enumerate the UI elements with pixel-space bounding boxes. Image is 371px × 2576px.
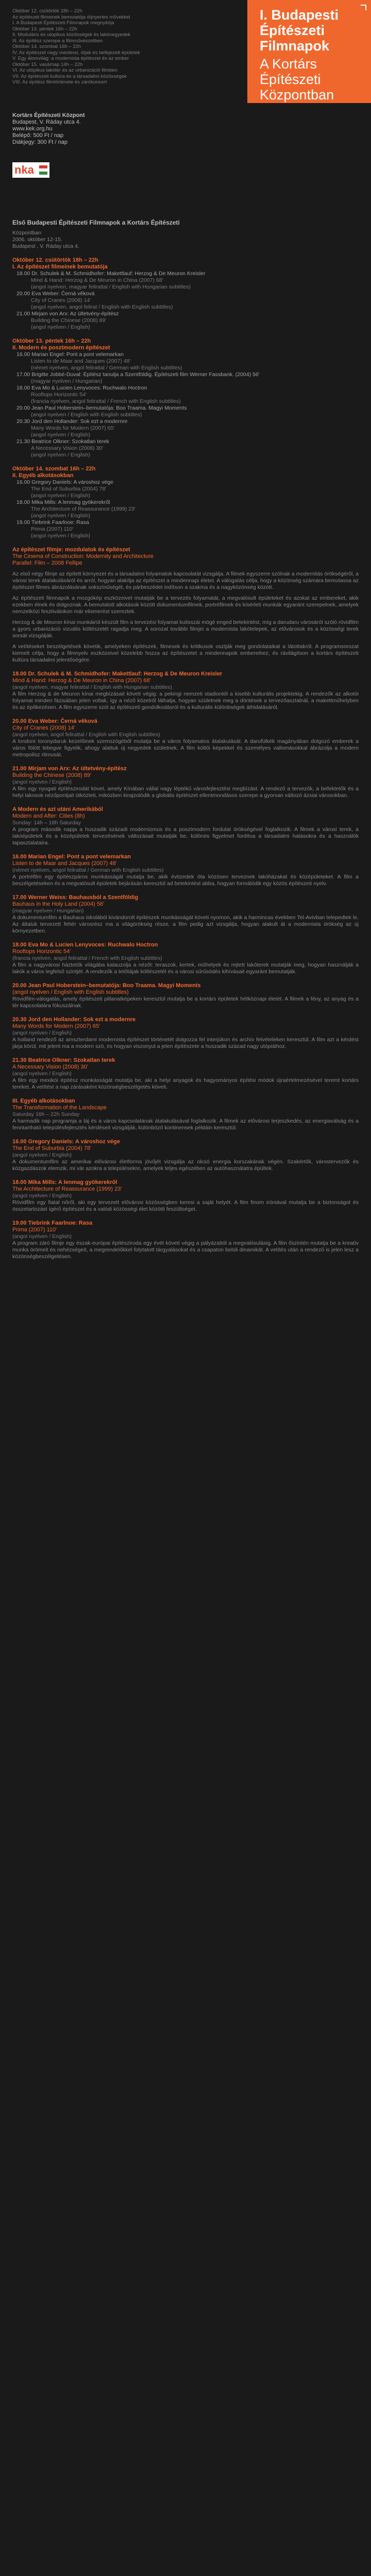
item-info: Building the Chinese (2008) 89' <box>31 317 107 324</box>
film-title: 18.00 Eva Mo & Lucien Lenyvoces: Ruchwalo Hoctron <box>12 942 158 948</box>
item-time: 20.00 <box>16 291 30 297</box>
film-entry <box>12 942 359 975</box>
film-description: A harmadik nap programja a táj és a város kapcsolatának átalakulásával foglalkozik. A filmek az elővárosi terjeszkedés, az energiaválság és a fenntartható településfejlesztés kérdéseit vizsgálják, különböző kontinensek példáin keresztül. <box>12 1118 359 1131</box>
film-description: Rövidfilm-válogatás, amely építészeti pillanatképeken keresztül mutatja be a kortárs épületek hétköznapi életét. A filmek a fény, az anyag és a tér kapcsolatára fókuszálnak. <box>12 996 359 1009</box>
overview-line: Október 15. vasárnap 14h – 22h <box>12 61 83 67</box>
title-panel <box>247 0 371 103</box>
film-subtitle: The Transformation of the Landscape <box>12 1105 107 1111</box>
film-entry <box>12 982 359 1009</box>
item-lang: (magyar nyelven / Hungarian) <box>31 378 103 384</box>
about-paragraph: Az első négy filmje az épített környezet és a társadalmi folyamatok kapcsolatát vizsgálja. A filmek egyszerre szólnak a modernitás örökségéről, a városi terek átalakulásáról és arról, hogyan alakítja az építészet a mindennapi életet. A válogatás célja, hogy a közönség számára bemutassa az építészet filmes ábrázolásának sokszínűségét, és párbeszédet indítson a szakma és a nagyközönség között. <box>12 571 359 590</box>
item-title: Brigitte Jobbé-Duval: Építész tanulja a Szentföldig. Építészeti film Werner Fassbank. (2004) 56' <box>31 371 260 378</box>
item-lang: (angol nyelven / English) <box>31 533 90 539</box>
schedule-item <box>16 418 359 438</box>
film-title: 20.30 Jord den Hollander: Sok ezt a modernre <box>12 1016 136 1023</box>
venue-line: Budapest, V. Ráday utca 4. <box>12 119 81 125</box>
film-title: A Modern és azt utáni Amerikából <box>12 806 103 812</box>
film-description: A londoni toronydaruk kezelőinek szemszögéből mutatja be a város folyamatos átalakulását. A darufülkék magányában dolgozó emberek a város fölött lebegve figyelik, ahogy alattuk új negyedek születnek. A film költői képekkel és személyes vallomásokkal ábrázolja a modern metropolisz ritmusát. <box>12 738 359 758</box>
schedule-item-title <box>16 291 359 297</box>
item-info: A Necessary Vision (2008) 30' <box>31 445 104 451</box>
film-title: 18.00 Mika Mills: A lenmag gyökerekről <box>12 1179 117 1185</box>
film-language: (német nyelven, angol felirattal / German with English subtitles) <box>12 867 164 873</box>
about-sub: The Cinema of Construction: Modernity and Architecture <box>12 553 154 560</box>
film-title: 19.00 Tiebrink Faarlnoe: Rasa <box>12 1220 93 1226</box>
film-language: (angol nyelven, angol felirattal / English with English subtitles) <box>12 732 160 738</box>
day-block <box>12 466 359 539</box>
schedule-item <box>16 499 359 519</box>
film-entry <box>12 806 359 846</box>
schedule-item-title <box>16 371 359 378</box>
film-language: (angol nyelven / English) <box>12 1193 72 1199</box>
schedule-item-title <box>16 438 359 445</box>
item-info: Mind & Hand: Herzog & De Meuron in China (2007) 68' <box>31 277 163 283</box>
item-time: 20.30 <box>16 418 30 425</box>
logo-text: nka <box>14 163 34 176</box>
day-block <box>12 257 359 331</box>
item-info: (angol nyelven / English with English subtitles) <box>31 412 142 418</box>
item-title: Mika Mills: A lenmag gyökerekről <box>31 499 110 505</box>
schedule-item <box>16 311 359 331</box>
film-entry <box>12 854 359 887</box>
subtitle-line: Központban <box>260 87 334 103</box>
schedule-item <box>16 371 359 385</box>
day-theme: II. Modern és posztmodern építészet <box>12 345 110 351</box>
venue-line: Diákjegy: 300 Ft / nap <box>12 139 68 145</box>
film-language: Sunday: 14h – 18h Saturday <box>12 820 81 826</box>
schedule-item <box>16 519 359 539</box>
item-time: 21.00 <box>16 311 30 317</box>
venue-line: Belépő: 500 Ft / nap <box>12 132 64 139</box>
film-title: III. Egyéb alkotásokban <box>12 1098 75 1104</box>
schedule-item <box>16 385 359 405</box>
about-paragraphs <box>12 571 359 664</box>
film-subtitle: City of Cranes (2008) 14' <box>12 725 75 731</box>
overview-line: V. Egy álomvilág: a modernista építészet és az ember <box>12 56 129 61</box>
film-entry <box>12 671 359 711</box>
film-entry <box>12 1139 359 1172</box>
schedule-item <box>16 270 359 291</box>
item-time: 18.00 <box>16 385 30 391</box>
day-theme: II. Egyéb alkotásokban <box>12 472 74 479</box>
film-entry <box>12 1057 359 1091</box>
film-language: (angol nyelven / English) <box>12 1030 72 1036</box>
film-entry <box>12 1016 359 1050</box>
film-language: Saturday 16h – 22h Sunday <box>12 1111 80 1117</box>
about-paragraph: A vetítéseket beszélgetések követik, amelyeken építészek, filmesek és kritikusok osztják meg gondolataikat a látottakról. A programsorozat kiemelt célja, hogy a filmnyelv eszközeivel közelebb hozza az építészetet a mindennapok embereihez, és rávilágítson a kortárs építészeti kultúra társadalmi jelentőségére. <box>12 643 359 663</box>
overview-line: IV. Az építészet nagy mesterei, díjak és befejezett épületek <box>12 49 140 56</box>
about-title: Az építészet filmje: mozdulatok és építészet <box>12 547 130 553</box>
item-title: Mirjam von Arx: Az ültetvény-építész <box>31 311 119 317</box>
item-info: Listen to de Maar and Jacques (2007) 48' <box>31 358 131 364</box>
item-lang: (angol nyelven / English) <box>31 452 90 458</box>
film-description: A portréfilm egy építészpáros munkásságát mutatja be, akik évtizedek óta közösen terveznek lakóházakat és középületeket. A film a beszélgetéseken és a megvalósult épületek bejárásán keresztül ad betekintést abba, hogyan formálódik egy közös építészeti nyelv. <box>12 874 359 887</box>
overview-line: Október 14. szombat 16h – 22h <box>12 44 81 49</box>
film-description: A film egy mexikói építész munkásságát mutatja be, aki a helyi anyagok és hagyományos építési módok újraértelmezésével teremt kortárs tereket. A vetítést a nap zárásaként közönségbeszélgetés követi. <box>12 1077 359 1090</box>
intro-line: 2006. október 12-15. <box>12 236 62 243</box>
film-description: A dokumentumfilm az amerikai elővárosi életforma jövőjét vizsgálja az olcsó energia korszakának végén. Szakértők, várostervezők és közgazdászok elemzik, mi vár azokra a településekre, amelyek teljes egészében az autóhasználatra épültek. <box>12 1159 359 1172</box>
film-entry <box>12 718 359 758</box>
film-subtitle: Building the Chinese (2008) 89' <box>12 772 92 778</box>
film-entry <box>12 1179 359 1213</box>
item-time: 18.00 <box>16 270 30 277</box>
film-subtitle: The Architecture of Reassurance (1999) 23' <box>12 1186 122 1192</box>
about <box>12 547 359 664</box>
overview-line: VIII. Az építész filmtörténete és zárókoncert <box>12 79 107 85</box>
intro-title: Első Budapesti Építészeti Filmnapok a Kortárs Építészeti <box>12 219 180 226</box>
content <box>12 219 359 1267</box>
schedule-item-title <box>16 311 359 317</box>
film-title: 18.00 Dr. Schulek & M. Schmidhofer: Makettlauf: Herzog & De Meuron Kreisler <box>12 671 223 677</box>
overview-line: Október 13. péntek 16h – 22h <box>12 26 77 32</box>
intro-line: Budapest , V. Ráday utca 4. <box>12 243 79 249</box>
schedule-item-title <box>16 405 359 412</box>
film-title: 21.00 Mirjam von Arx: Az ültetvény-építész <box>12 766 127 772</box>
day-date: Október 13. péntek 16h – 22h <box>12 338 91 344</box>
item-info: The Architecture of Reassurance (1999) 23' <box>31 506 136 512</box>
intro-line: Központban <box>12 230 42 236</box>
subtitle-line: A Kortárs <box>260 56 317 72</box>
item-time: 17.00 <box>16 371 30 378</box>
film-title: 21.30 Beatrice Olkner: Szokatlan terek <box>12 1057 115 1063</box>
film-subtitle: Prima (2007) 110' <box>12 1227 57 1233</box>
header <box>0 0 371 216</box>
subtitle-line: Építészeti <box>260 72 321 87</box>
item-title: Dr. Schulek & M. Schmidhofer: Makettlauf: Herzog & De Meuron Kreisler <box>31 270 206 277</box>
item-title: Beatrice Olkner: Szokatlan terek <box>31 438 109 445</box>
about-paragraph: Az építészeti filmnapok a mozgókép eszközeivel mutatják be a tervezés folyamatát, a megvalósult épületeket és azokat az embereket, akik ezekben élnek és dolgoznak. A bemutatott alkotások között dokumentumfilmek, portréfilmek és kísérleti munkák egyaránt szerepelnek, amelyek nemzetközi fesztiválokon már elismerést szereztek. <box>12 595 359 615</box>
film-language: (angol nyelven, magyar felirattal / English with Hungarian subtitles) <box>12 684 172 690</box>
schedule-item-title <box>16 418 359 425</box>
item-title: Eva Mo & Lucien Lenyvoces: Ruchwalo Hoctron <box>31 385 147 391</box>
venue-line: www.kek.org.hu <box>12 126 53 132</box>
film-subtitle: Bauhaus in the Holy Land (2004) 56' <box>12 901 105 907</box>
film-description: Rövidfilm egy fiatal nőről, aki egy tervezett elővárosi közösségben keresi a saját helyét. A film finom iróniával mutatja be a biztonságot és összetartozást ígérő építészet és a valódi közösségi élet közötti feszültséget. <box>12 1199 359 1212</box>
film-entry <box>12 894 359 935</box>
item-lang: (angol nyelven, magyar felirattal / English with Hungarian subtitles) <box>31 284 191 290</box>
venue-lines <box>12 119 85 146</box>
film-language: (angol nyelven / English) <box>12 1071 72 1077</box>
film-entry <box>12 766 359 799</box>
festival-title <box>260 7 339 54</box>
film-title: 16.00 Gregory Daniels: A városhoz vége <box>12 1139 120 1145</box>
item-lang: (német nyelven, angol felirattal / German with English subtitles) <box>31 365 182 371</box>
schedule-item <box>16 291 359 311</box>
item-time: 21.30 <box>16 438 30 445</box>
item-title: Eva Weber: Černá věková <box>31 291 95 297</box>
item-time: 16.00 <box>16 479 30 485</box>
film-description: A film egy nyugati építészirodát követ, amely Kínában vállal nagy léptékű városfejlesztési megbízást. A rendező a tervezők, a befektetők és a helyi lakosok nézőpontjait ütközteti, miközben kirajzolódik a globális építészet ellentmondásos szerepe a gyorsan változó ázsiai városokban. <box>12 786 359 799</box>
schedule-item-title <box>16 351 359 358</box>
film-entry <box>12 1220 359 1260</box>
film-subtitle: Mind & Hand: Herzog & De Meuron in China (2007) 68' <box>12 677 151 684</box>
item-title: Tiebrink Faarlnoe: Rasa <box>31 519 89 526</box>
overview-line: VII. Az építészeti kultúra és a társadalmi közösségek <box>12 73 127 79</box>
film-subtitle: Modern and After: Cities (8h) <box>12 813 85 819</box>
schedule-item-title <box>16 385 359 392</box>
about-paragraph: Herzog & de Meuron kínai munkáiról készült film a tervezési folyamat kulisszái mögé enged betekintést, míg a darudaru városáról szóló rövidfilm a gyors urbanizáció vizuális költészetét ragadja meg. A sorozat további filmjei a modernista lakótelepek, az elővárosok és a közösségi terek sorsát vizsgálják. <box>12 619 359 639</box>
schedule-item-title <box>16 519 359 526</box>
film-title: 16.00 Marian Engel: Pont a pont velemarkan <box>12 854 131 860</box>
film-entry <box>12 1098 359 1131</box>
item-info: Rooftops Horizontic 54' <box>31 392 87 398</box>
film-description: A dokumentumfilm a Bauhaus iskolából kivándorolt építészek munkásságát követi nyomon, akik a harmincas években Tel-Avivban telepedtek le. Az általuk tervezett fehér városrész ma a világörökség része, a film pedig azt vizsgálja, hogyan alakult át a modernista örökség az új környezetben. <box>12 914 359 934</box>
item-title: Jord den Hollander: Sok ezt a modernre <box>31 418 128 425</box>
overview-line: III. Az építész szerepe a filmművészetben <box>12 38 103 44</box>
about-lead: Parallel: Film – 2008 Fellipe <box>12 560 82 566</box>
film-subtitle: Rooftops Horizontic 54' <box>12 948 71 955</box>
item-info: Prima (2007) 110' <box>31 526 74 532</box>
venue-info <box>12 112 85 146</box>
film-subtitle: Many Words for Modern (2007) 65' <box>12 1023 100 1029</box>
film-language: (magyar nyelven / Hungarian) <box>12 908 84 914</box>
venue-name: Kortárs Építészeti Központ <box>12 112 85 118</box>
day-theme: I. Az építészet filmeinek bemutatója <box>12 264 108 270</box>
item-lang: (francia nyelven, angol felirattal / French with English subtitles) <box>31 398 181 404</box>
schedule <box>12 257 359 539</box>
film-description: A holland rendező az amszterdami modernista építészet történetét dolgozza fel interjúkon és archív felvételeken keresztül. A film azt a kérdést járja körül, mit jelent ma a modern szó, és hogyan viszonyul a jelen építészete a huszadik század nagy utópiáihoz. <box>12 1037 359 1049</box>
corner-mark-icon <box>360 4 367 11</box>
overview-line: VI. Az utópikus lakótér és az urbanizáció filmben <box>12 67 117 73</box>
item-time: 18.00 <box>16 499 30 505</box>
schedule-item <box>16 405 359 418</box>
schedule-item <box>16 438 359 459</box>
flag-icon <box>39 165 47 175</box>
title-line: Építészeti <box>260 23 325 38</box>
overview-line: Október 12. csütörtök 18h – 22h <box>12 8 82 14</box>
day-date: Október 14. szombat 16h – 22h <box>12 466 96 472</box>
schedule-item-title <box>16 499 359 506</box>
item-info: City of Cranes (2008) 14' <box>31 297 91 303</box>
item-time: 16.00 <box>16 351 30 358</box>
film-descriptions <box>12 671 359 1260</box>
item-lang: (angol nyelven / English) <box>31 493 90 499</box>
film-title: 17.00 Werner Weiss: Bauhausból a Szentföldig <box>12 894 139 901</box>
film-subtitle: (angol nyelven / English with English subtitles) <box>12 989 129 995</box>
item-lang: (angol nyelven / English) <box>31 324 90 330</box>
film-description: A film Herzog & de Meuron kínai megbízásait követi végig: a pekingi nemzeti stadiontól a kisebb kulturális projektekig. A rendezők az alkotói folyamat minden fázisában jelen voltak, így a néző közelről láthatja, hogyan születnek meg a döntések a tervezőasztalnál, a makettműhelyben és az építkezésen. A film egyszerre szól az építészeti gondolkodásról és a kulturális különbségek áthidalásáról. <box>12 691 359 710</box>
film-subtitle: The End of Suburbia (2004) 78' <box>12 1145 92 1151</box>
schedule-item <box>16 479 359 499</box>
day-date: Október 12. csütörtök 18h – 22h <box>12 257 98 263</box>
item-title: Jean Paul Hoberstein–bemutatója: Boo Traama. Magyi Moments <box>31 405 187 411</box>
film-description: A program záró filmje egy észak-európai építésziroda egy évét követi végig a pályázattól a megvalósulásig. A film őszintén mutatja be a kreatív munka örömeit és nehézségeit, a megrendelőkkel folytatott tárgyalásokat és a csapaton belüli dinamikát. A vetítés után a rendező is jelen lesz a közönségbeszélgetésen. <box>12 1240 359 1260</box>
film-description: A film a nagyvárosi háztetők világába kalauzolja a nézőt: teraszok, kertek, műhelyek és rejtett lakóterek mutatják meg, hogyan használják a lakók a város legfelső szintjét. A rendezők a tetőtájak költészetét és a városi sűrűsödés kihívásait egyaránt bemutatják. <box>12 962 359 975</box>
item-lang: (angol nyelven / English) <box>31 513 90 519</box>
item-lang: (angol nyelven, angol felirat / English with English subtitles) <box>31 304 173 310</box>
item-time: 19.00 <box>16 519 30 526</box>
overview-line: Az építészet filmeinek bemutatója díjnyertes művekkel <box>12 14 130 20</box>
film-language: (angol nyelven / English) <box>12 1233 72 1240</box>
title-line: Filmnapok <box>260 38 330 54</box>
day-block <box>12 338 359 459</box>
film-subtitle: A Necessary Vision (2008) 30' <box>12 1064 88 1070</box>
item-info: Many Words for Modern (2007) 65' <box>31 425 115 431</box>
film-language: (angol nyelven / English) <box>12 1152 72 1158</box>
item-info: The End of Suburbia (2004) 78' <box>31 486 107 492</box>
festival-subtitle <box>260 56 334 103</box>
overview-line: II. Moduláris és utopikus közösségek és lakónegyedek <box>12 32 131 38</box>
intro <box>12 219 359 250</box>
item-title: Gregory Daniels: A városhoz vége <box>31 479 113 485</box>
nka-logo <box>12 162 49 178</box>
film-language: (francia nyelven, angol felirattal / French with English subtitles) <box>12 955 162 961</box>
film-subtitle: Listen to de Maar and Jacques (2007) 48' <box>12 860 117 867</box>
film-description: A program második napja a huszadik századi modernizmus és a posztmodern fordulat örökségével foglalkozik. A filmek a városi terek, a lakóépületek és a középületek tervezésének változásait mutatják be, különös figyelmet fordítva a társadalmi hatásokra és a használók tapasztalataira. <box>12 826 359 846</box>
film-language: (angol nyelven / English) <box>12 779 72 785</box>
schedule-item <box>16 351 359 371</box>
schedule-item-title <box>16 270 359 277</box>
intro-lines <box>12 230 359 250</box>
schedule-item-title <box>16 479 359 486</box>
overview-line: I. A Budapesti Építészeti Filmnapok megnyitója <box>12 20 114 26</box>
item-lang: (angol nyelven / English) <box>31 432 90 438</box>
film-title: 20.00 Eva Weber: Černá věková <box>12 718 97 724</box>
film-title: 20.00 Jean Paul Hoberstein–bemutatója: Boo Traama. Magyi Moments <box>12 982 201 989</box>
item-title: Marian Engel: Pont a pont velemarkan <box>31 351 124 358</box>
item-time: 20.00 <box>16 405 30 411</box>
title-line: I. Budapesti <box>260 7 339 23</box>
program-overview <box>12 8 213 86</box>
